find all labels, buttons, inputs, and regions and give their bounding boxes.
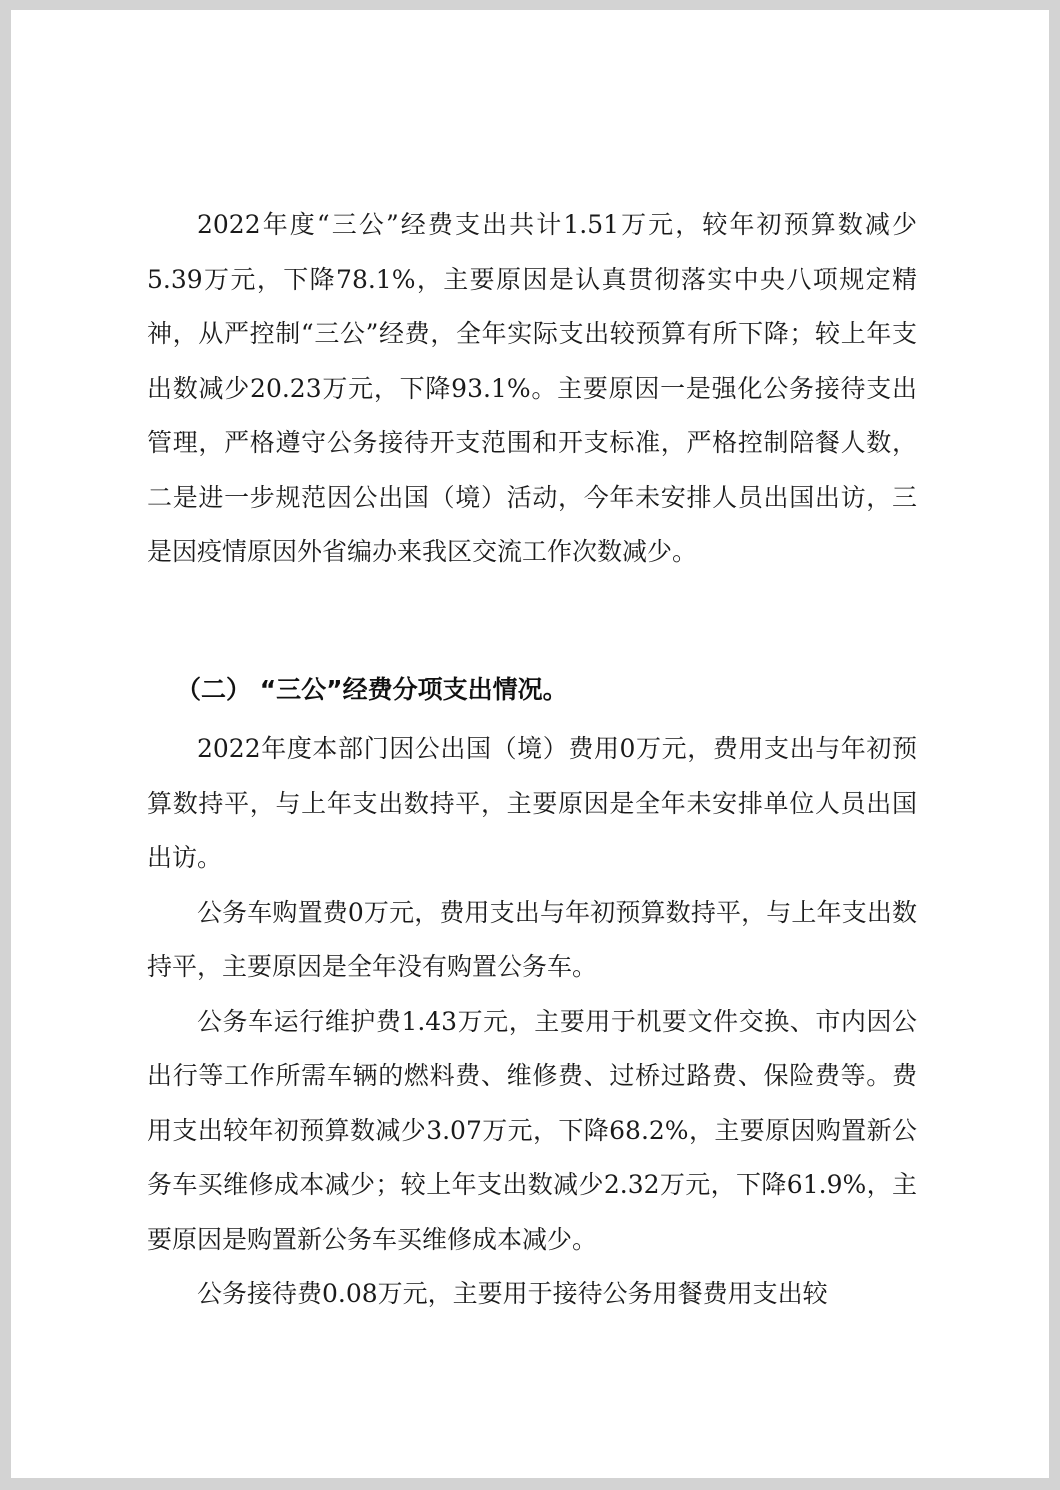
official-reception-paragraph: 公务接待费0.08万元，主要用于接待公务用餐费用支出较 [197, 1279, 828, 1308]
document-page [11, 10, 1049, 1478]
itemized-section [147, 722, 917, 1322]
section-heading: （二） “三公”经费分项支出情况。 [176, 675, 568, 704]
overseas-travel-paragraph: 2022年度本部门因公出国（境）费用0万元，费用支出与年初预算数持平，与上年支出数持平，主要原因是全年未安排单位人员出国出访。 [147, 734, 917, 872]
vehicle-purchase-paragraph: 公务车购置费0万元，费用支出与年初预算数持平，与上年支出数持平，主要原因是全年没有购置公务车。 [147, 897, 917, 981]
summary-section [147, 198, 917, 580]
vehicle-maintenance-paragraph: 公务车运行维护费1.43万元，主要用于机要文件交换、市内因公出行等工作所需车辆的燃料费、维修费、过桥过路费、保险费等。费用支出较年初预算数减少3.07万元，下降68.2%，主要原因购置新公务车买维修成本减少；较上年支出数减少2.32万元，下降61.9%，主要原因是购置新公务车买维修成本减少。 [147, 1006, 917, 1254]
summary-paragraph: 2022年度“三公”经费支出共计1.51万元，较年初预算数减少5.39万元，下降78.1%，主要原因是认真贯彻落实中央八项规定精神，从严控制“三公”经费，全年实际支出较预算有所下降；较上年支出数减少20.23万元，下降93.1%。主要原因一是强化公务接待支出管理，严格遵守公务接待开支范围和开支标准，严格控制陪餐人数，二是进一步规范因公出国（境）活动，今年未安排人员出国出访，三是因疫情原因外省编办来我区交流工作次数减少。 [147, 210, 917, 566]
